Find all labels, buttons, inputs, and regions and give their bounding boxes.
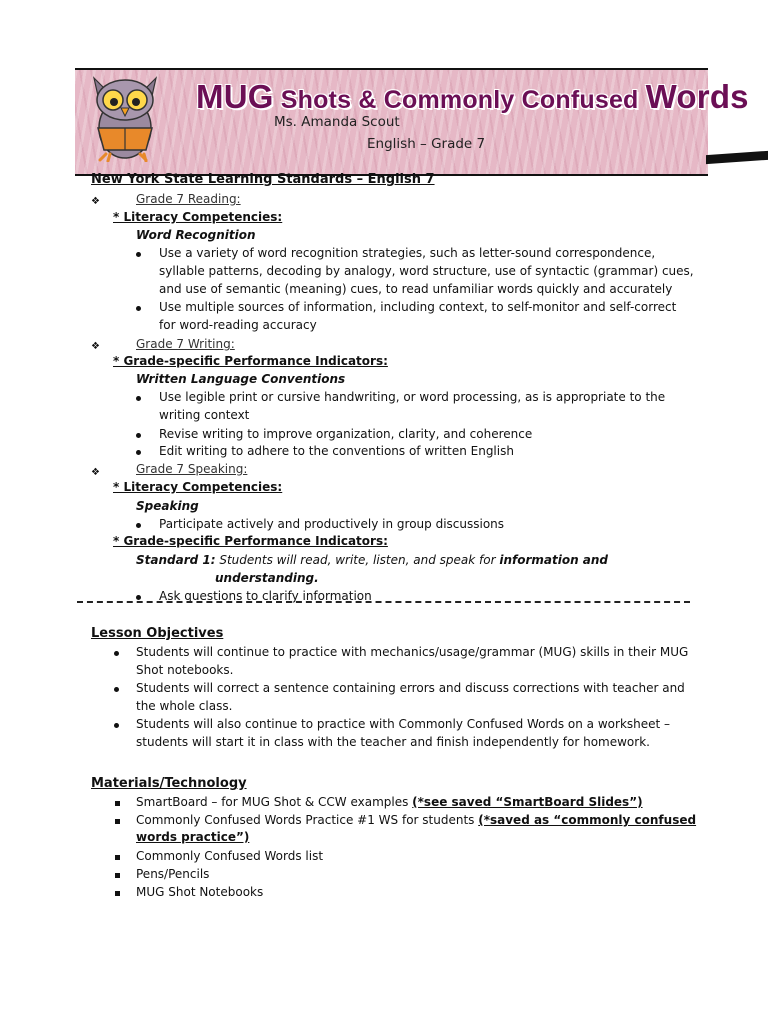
material-1-note: (*see saved “SmartBoard Slides”) <box>412 795 643 809</box>
reading-bullet-1-line-2: syllable patterns, decoding by analogy, word structure, use of syntactic (grammar) cues, <box>159 264 694 278</box>
bullet-icon <box>136 252 141 257</box>
title-commonly-confused: Commonly Confused <box>383 86 646 114</box>
bullet-icon <box>136 595 141 600</box>
reading-bullet-1-line-3: and use of semantic (meaning) cues, to read unfamiliar words quickly and accurately <box>159 282 673 296</box>
material-5: MUG Shot Notebooks <box>136 885 264 899</box>
objectives-heading: Lesson Objectives <box>91 626 224 641</box>
teacher-name: Ms. Amanda Scout <box>274 114 400 130</box>
material-1-text: SmartBoard – for MUG Shot & CCW examples <box>136 795 413 809</box>
writing-subcategory: Written Language Conventions <box>136 372 346 386</box>
title-mug: MUG <box>196 78 274 115</box>
diamond-bullet-icon: ❖ <box>91 341 100 352</box>
bullet-icon <box>136 396 141 401</box>
writing-bullet-3: Edit writing to adhere to the conventions of written English <box>159 444 514 458</box>
reading-bullet-1-line-1: Use a variety of word recognition strategies, such as letter-sound correspondence, <box>159 246 656 260</box>
material-4: Pens/Pencils <box>136 867 210 881</box>
objective-3-line-2: students will start it in class with the teacher and finish independently for homework. <box>136 735 650 749</box>
square-bullet-icon <box>115 855 120 860</box>
material-3: Commonly Confused Words list <box>136 849 324 863</box>
speaking-bullet-2: Ask questions to clarify information <box>159 589 372 603</box>
bullet-icon <box>136 450 141 455</box>
decorative-bar <box>706 151 768 164</box>
square-bullet-icon <box>115 801 120 806</box>
speaking-category: * Literacy Competencies: <box>113 480 283 494</box>
writing-bullet-1-line-2: writing context <box>159 408 250 422</box>
diamond-bullet-icon: ❖ <box>91 467 100 478</box>
square-bullet-icon <box>115 891 120 896</box>
section-divider <box>77 601 690 603</box>
owl-reading-icon <box>84 70 166 162</box>
materials-heading: Materials/Technology <box>91 776 247 791</box>
writing-bullet-2: Revise writing to improve organization, clarity, and coherence <box>159 427 533 441</box>
title-shots: Shots & <box>273 86 384 114</box>
objective-1-line-2: Shot notebooks. <box>136 663 234 677</box>
objective-1-line-1: Students will continue to practice with mechanics/usage/grammar (MUG) skills in their MUG <box>136 645 689 659</box>
writing-bullet-1-line-1: Use legible print or cursive handwriting, or word processing, as is appropriate to the <box>159 390 666 404</box>
material-2-text: Commonly Confused Words Practice #1 WS for students <box>136 813 479 827</box>
material-2 <box>136 813 696 827</box>
reading-bullet-2-line-2: for word-reading accuracy <box>159 318 317 332</box>
course-name: English – Grade 7 <box>367 136 486 152</box>
page-title <box>196 78 749 116</box>
objective-2-line-1: Students will correct a sentence containing errors and discuss corrections with teacher and <box>136 681 685 695</box>
material-1 <box>136 795 643 809</box>
title-words: Words <box>645 78 749 115</box>
bullet-icon <box>136 306 141 311</box>
writing-category: * Grade-specific Performance Indicators: <box>113 354 388 368</box>
standard-1-label: Standard 1: <box>136 553 216 567</box>
standard-1-text: Students will read, write, listen, and speak for <box>215 553 500 567</box>
speaking-bullet-1: Participate actively and productively in group discussions <box>159 517 505 531</box>
standard-1-bold-2: understanding. <box>215 571 319 585</box>
bullet-icon <box>114 651 119 656</box>
bullet-icon <box>114 687 119 692</box>
standards-heading: New York State Learning Standards – English 7 <box>91 172 435 187</box>
reading-category: * Literacy Competencies: <box>113 210 283 224</box>
objective-2-line-2: the whole class. <box>136 699 233 713</box>
standard-1-bold: information and <box>499 553 609 567</box>
bullet-icon <box>136 433 141 438</box>
standard-1-line <box>136 553 608 567</box>
reading-label: Grade 7 Reading: <box>136 192 241 206</box>
bullet-icon <box>114 723 119 728</box>
objective-3-line-1: Students will also continue to practice with Commonly Confused Words on a worksheet – <box>136 717 671 731</box>
speaking-category-2: * Grade-specific Performance Indicators: <box>113 534 388 548</box>
bullet-icon <box>136 523 141 528</box>
reading-subcategory: Word Recognition <box>136 228 256 242</box>
banner-top-rule <box>75 68 708 70</box>
writing-label: Grade 7 Writing: <box>136 337 235 351</box>
speaking-label: Grade 7 Speaking: <box>136 462 248 476</box>
reading-bullet-2-line-1: Use multiple sources of information, including context, to self-monitor and self-correct <box>159 300 677 314</box>
square-bullet-icon <box>115 873 120 878</box>
diamond-bullet-icon: ❖ <box>91 196 100 207</box>
material-2-note-a: (*saved as “commonly confused <box>478 813 697 827</box>
speaking-subcategory: Speaking <box>136 499 199 513</box>
square-bullet-icon <box>115 819 120 824</box>
material-2-note-b: words practice”) <box>136 830 250 844</box>
